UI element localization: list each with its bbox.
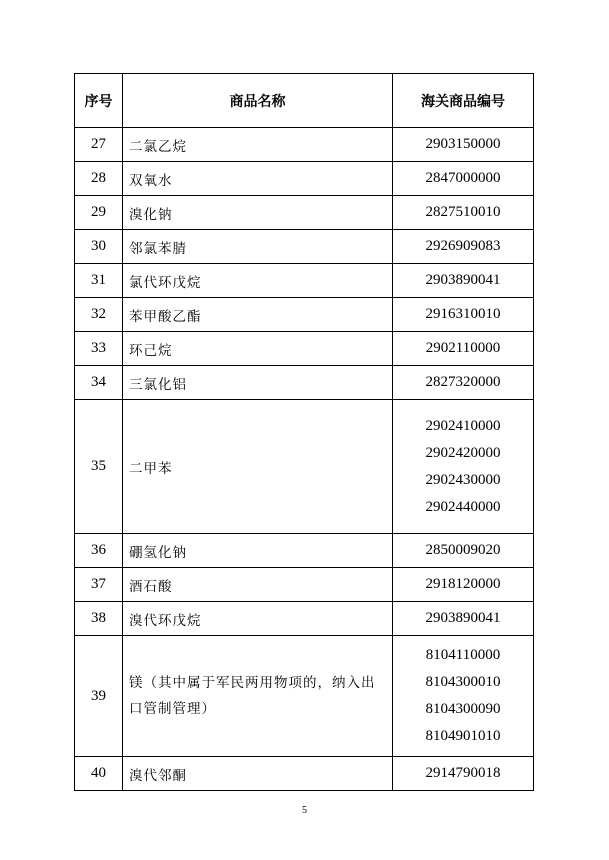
table-row <box>75 298 534 332</box>
row-name: 氯代环戊烷 <box>123 264 393 298</box>
row-code <box>393 636 534 757</box>
code-line: 2903890041 <box>425 610 501 626</box>
row-code <box>393 366 534 400</box>
table-row <box>75 366 534 400</box>
row-index: 30 <box>75 230 123 264</box>
code-line: 2902420000 <box>425 444 501 461</box>
table-row <box>75 636 534 757</box>
code-line: 8104110000 <box>425 647 501 663</box>
row-name <box>123 636 393 757</box>
code-line: 2827510010 <box>425 204 501 220</box>
table-row <box>75 128 534 162</box>
table-row <box>75 264 534 298</box>
row-index: 33 <box>75 332 123 366</box>
row-name-text: 镁（其中属于军民两用物项的，纳入出口管制管理） <box>129 675 376 717</box>
row-name: 双氧水 <box>123 162 393 196</box>
header-code: 海关商品编号 <box>393 74 534 128</box>
commodity-table <box>74 73 534 791</box>
row-index: 40 <box>75 757 123 791</box>
header-name: 商品名称 <box>123 74 393 128</box>
row-code <box>393 757 534 791</box>
row-index: 32 <box>75 298 123 332</box>
table-row <box>75 602 534 636</box>
row-name: 溴代环戊烷 <box>123 602 393 636</box>
code-line: 2903890041 <box>425 272 501 288</box>
row-code <box>393 602 534 636</box>
table-row <box>75 534 534 568</box>
row-code <box>393 400 534 534</box>
table-row <box>75 400 534 534</box>
row-code <box>393 230 534 264</box>
row-name: 苯甲酸乙酯 <box>123 298 393 332</box>
row-code <box>393 534 534 568</box>
row-code <box>393 128 534 162</box>
row-code <box>393 298 534 332</box>
table-row <box>75 332 534 366</box>
table-row <box>75 196 534 230</box>
code-line: 2902440000 <box>425 498 501 515</box>
table-body <box>75 128 534 791</box>
header-index: 序号 <box>75 74 123 128</box>
code-line: 8104300090 <box>425 701 501 717</box>
row-name: 溴代邻酮 <box>123 757 393 791</box>
code-line: 8104901010 <box>425 728 501 744</box>
row-index: 28 <box>75 162 123 196</box>
code-line: 2914790018 <box>425 765 501 781</box>
row-code <box>393 162 534 196</box>
row-name: 二氯乙烷 <box>123 128 393 162</box>
row-name: 溴化钠 <box>123 196 393 230</box>
code-line: 2916310010 <box>425 306 501 322</box>
row-name: 环己烷 <box>123 332 393 366</box>
row-name: 三氯化铝 <box>123 366 393 400</box>
code-line: 2902430000 <box>425 471 501 488</box>
row-index: 29 <box>75 196 123 230</box>
page-number: 5 <box>302 805 307 816</box>
code-line: 2902110000 <box>425 340 501 356</box>
code-line: 2827320000 <box>425 374 501 390</box>
row-index: 38 <box>75 602 123 636</box>
row-code <box>393 196 534 230</box>
code-line: 2902410000 <box>425 417 501 434</box>
row-index: 34 <box>75 366 123 400</box>
row-index: 39 <box>75 636 123 757</box>
row-name: 硼氢化钠 <box>123 534 393 568</box>
row-index: 27 <box>75 128 123 162</box>
row-code <box>393 264 534 298</box>
table-row <box>75 230 534 264</box>
row-index: 37 <box>75 568 123 602</box>
row-code <box>393 568 534 602</box>
table-header-row <box>75 74 534 128</box>
code-line: 2847000000 <box>425 170 501 186</box>
row-name: 二甲苯 <box>123 400 393 534</box>
code-line: 2903150000 <box>425 136 501 152</box>
row-index: 31 <box>75 264 123 298</box>
row-index: 35 <box>75 400 123 534</box>
code-line: 2926909083 <box>425 238 501 254</box>
row-name: 酒石酸 <box>123 568 393 602</box>
code-line: 2850009020 <box>425 542 501 558</box>
code-line: 8104300010 <box>425 674 501 690</box>
table-row <box>75 162 534 196</box>
code-line: 2918120000 <box>425 576 501 592</box>
row-index: 36 <box>75 534 123 568</box>
table-row <box>75 757 534 791</box>
row-name: 邻氯苯腈 <box>123 230 393 264</box>
row-code <box>393 332 534 366</box>
table-row <box>75 568 534 602</box>
